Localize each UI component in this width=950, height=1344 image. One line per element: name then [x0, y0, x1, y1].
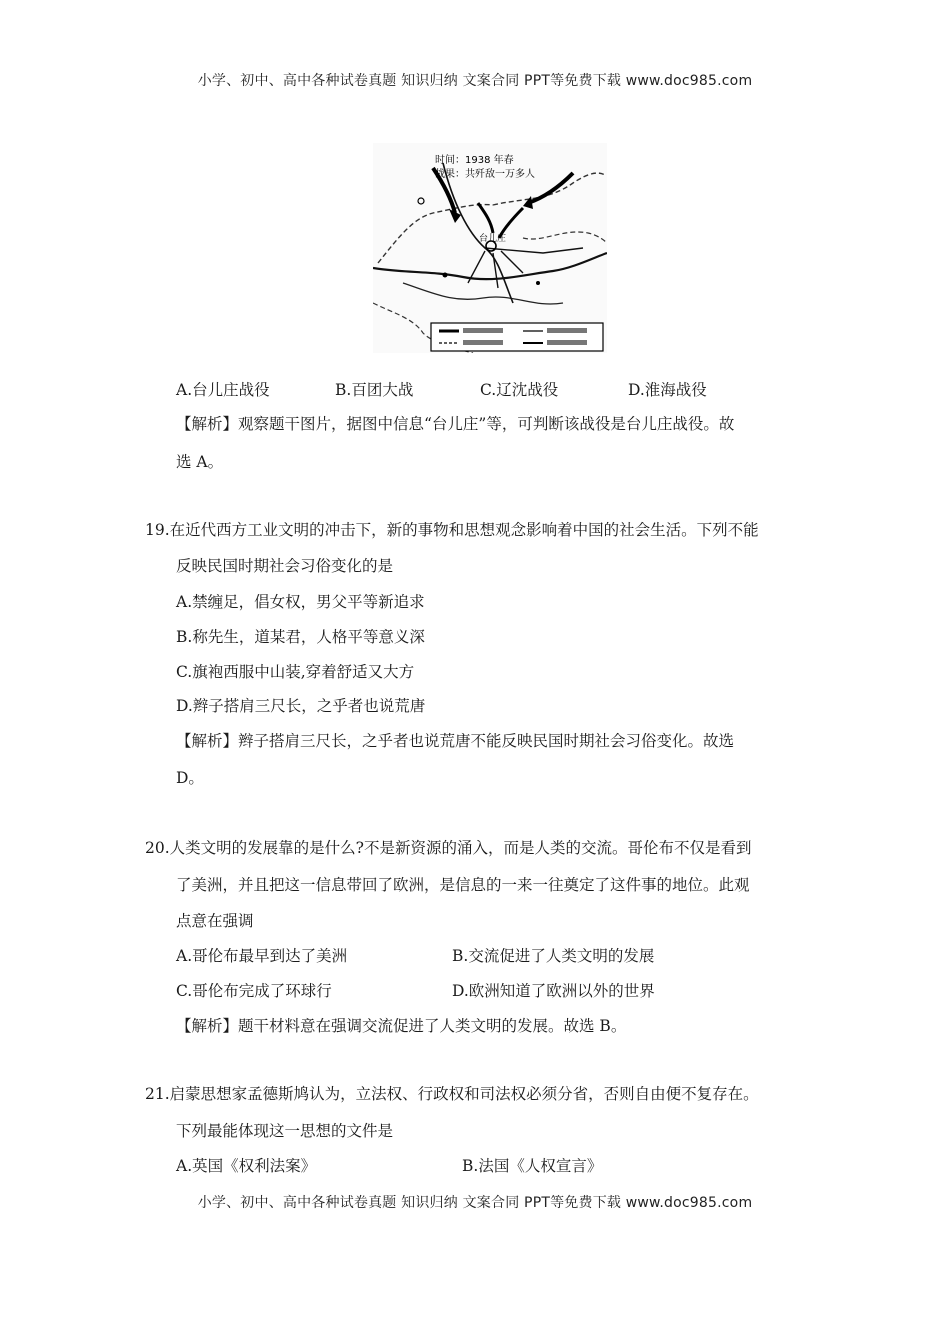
q21-stem: 21.启蒙思想家孟德斯鸠认为，立法权、行政权和司法权必须分省，否则自由便不复存在。: [145, 1085, 759, 1103]
q20-option-d: D.欧洲知道了欧洲以外的世界: [452, 982, 655, 1000]
q19-option-b: B.称先生，道某君，人格平等意义深: [176, 628, 425, 646]
q18-analysis-cont: 选 A。: [176, 453, 224, 471]
q20-stem-cont: 了美洲，并且把这一信息带回了欧洲，是信息的一来一往奠定了这件事的地位。此观: [176, 876, 750, 894]
q18-option-b: B.百团大战: [335, 381, 414, 399]
battle-map-figure: [373, 143, 607, 353]
q21-option-b: B.法国《人权宣言》: [462, 1157, 603, 1175]
page-header: 小学、初中、高中各种试卷真题 知识归纳 文案合同 PPT等免费下载 www.doc985.com: [197, 73, 753, 89]
q18-analysis: 【解析】观察题干图片，据图中信息“台儿庄”等，可判断该战役是台儿庄战役。故: [176, 415, 735, 433]
q19-stem-cont: 反映民国时期社会习俗变化的是: [176, 557, 394, 575]
q20-analysis: 【解析】题干材料意在强调交流促进了人类文明的发展。故选 B。: [176, 1017, 627, 1035]
map-legend-box: [431, 323, 603, 351]
q19-option-c: C.旗袍西服中山装,穿着舒适又大方: [176, 663, 415, 681]
q19-option-a: A.禁缠足，倡女权，男父平等新追求: [176, 593, 425, 611]
q20-option-c: C.哥伦布完成了环球行: [176, 982, 332, 1000]
q20-option-a: A.哥伦布最早到达了美洲: [176, 947, 348, 965]
q20-stem: 20.人类文明的发展靠的是什么?不是新资源的涌入，而是人类的交流。哥伦布不仅是看到: [145, 839, 752, 857]
q18-option-c: C.辽沈战役: [480, 381, 559, 399]
q18-option-d: D.淮海战役: [628, 381, 707, 399]
map-place-label: 台儿庄: [479, 234, 507, 244]
q20-option-b: B.交流促进了人类文明的发展: [452, 947, 655, 965]
q19-analysis: 【解析】辫子搭肩三尺长，之乎者也说荒唐不能反映民国时期社会习俗变化。故选: [176, 732, 735, 750]
q19-analysis-cont: D。: [176, 769, 204, 787]
map-result-label: 战果：共歼敌一万多人: [435, 169, 535, 180]
map-time-label: 时间：1938 年春: [435, 155, 514, 166]
q21-option-a: A.英国《权利法案》: [176, 1157, 317, 1175]
q19-stem: 19.在近代西方工业文明的冲击下，新的事物和思想观念影响着中国的社会生活。下列不能: [145, 521, 759, 539]
q18-option-a: A.台儿庄战役: [176, 381, 270, 399]
q19-option-d: D.辫子搭肩三尺长，之乎者也说荒唐: [176, 697, 426, 715]
page-footer: 小学、初中、高中各种试卷真题 知识归纳 文案合同 PPT等免费下载 www.doc985.com: [197, 1195, 753, 1211]
q21-stem-cont: 下列最能体现这一思想的文件是: [176, 1122, 394, 1140]
q20-stem-cont2: 点意在强调: [176, 912, 254, 930]
